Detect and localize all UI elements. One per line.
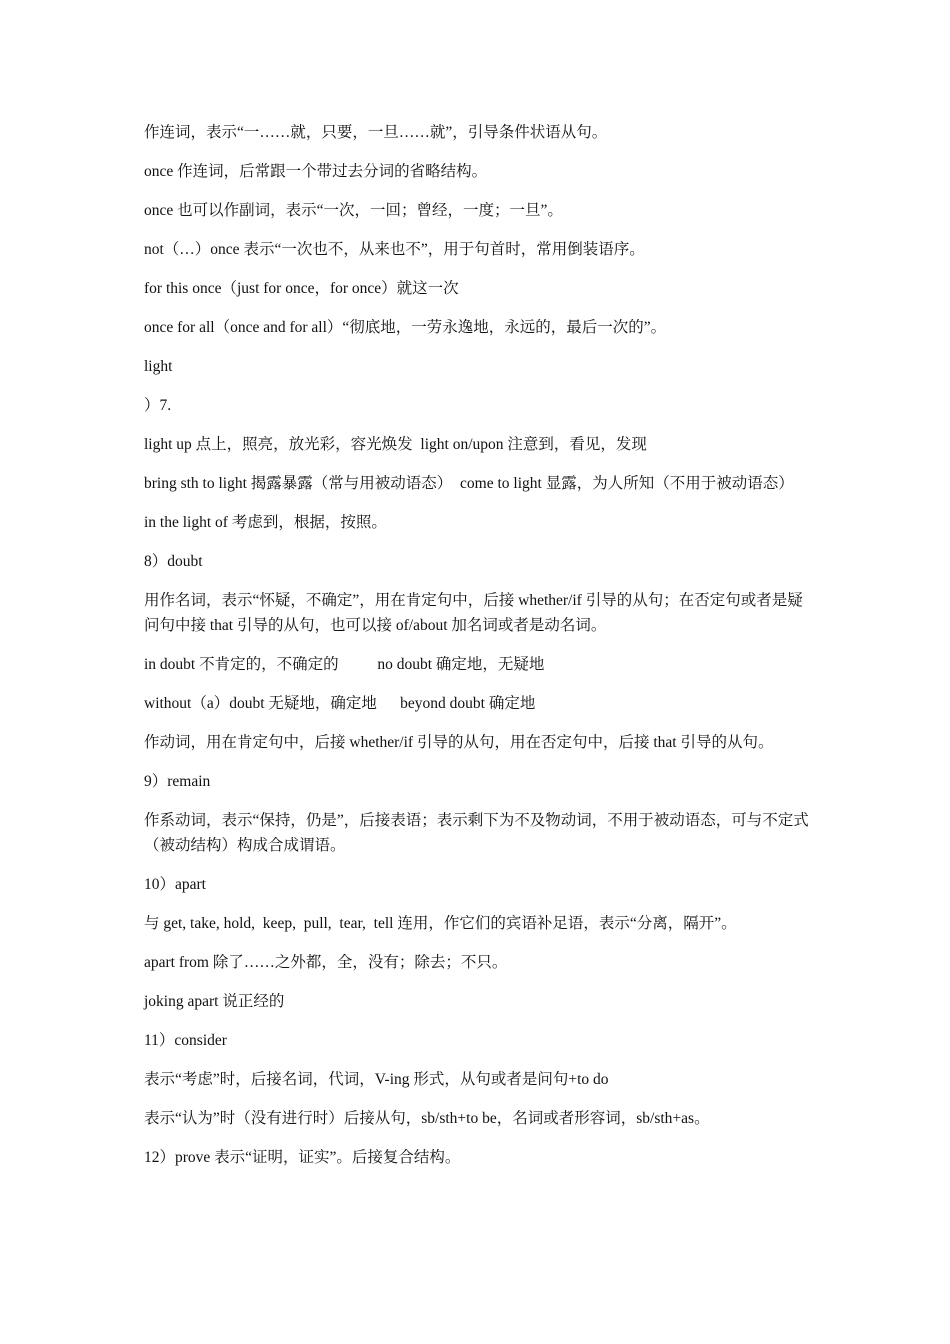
section-heading: 9）remain xyxy=(144,773,211,790)
paragraph: 与 get, take, hold, keep, pull, tear, tell 连用，作它们的宾语补足语，表示“分离，隔开”。 xyxy=(144,915,737,932)
section-heading: 11）consider xyxy=(144,1032,227,1049)
paragraph: 表示“认为”时（没有进行时）后接从句，sb/sth+to be，名词或者形容词，sb/sth+as。 xyxy=(144,1110,710,1127)
paragraph: once for all（once and for all）“彻底地，一劳永逸地，永远的，最后一次的”。 xyxy=(144,319,667,336)
paragraph: light up 点上，照亮，放光彩，容光焕发 light on/upon 注意到，看见，发现 xyxy=(144,436,647,453)
paragraph: in doubt 不肯定的，不确定的 no doubt 确定地，无疑地 xyxy=(144,656,545,673)
paragraph: 作连词，表示“一……就，只要，一旦……就”，引导条件状语从句。 xyxy=(144,124,608,141)
paragraph: for this once（just for once，for once）就这一次 xyxy=(144,280,459,297)
paragraph: apart from 除了……之外都，全，没有；除去；不只。 xyxy=(144,954,508,971)
section-heading: 10）apart xyxy=(144,876,206,893)
paragraph: 用作名词，表示“怀疑，不确定”，用在肯定句中，后接 whether/if 引导的从句；在否定句或者是疑问句中接 that 引导的从句，也可以接 of/about 加名词或者是动名词。 xyxy=(144,592,803,634)
paragraph: not（…）once 表示“一次也不，从来也不”，用于句首时，常用倒装语序。 xyxy=(144,241,645,258)
paragraph: 表示“考虑”时，后接名词，代词，V-ing 形式，从句或者是问句+to do xyxy=(144,1071,609,1088)
paragraph: joking apart 说正经的 xyxy=(144,993,285,1010)
document-body xyxy=(144,120,809,1184)
paragraph: once 作连词，后常跟一个带过去分词的省略结构。 xyxy=(144,163,488,180)
paragraph: ）7. xyxy=(144,397,172,414)
paragraph: 作动词，用在肯定句中，后接 whether/if 引导的从句，用在否定句中，后接 that 引导的从句。 xyxy=(144,734,774,751)
paragraph: once 也可以作副词，表示“一次，一回；曾经，一度；一旦”。 xyxy=(144,202,563,219)
paragraph: light xyxy=(144,358,173,375)
section-heading: 8）doubt xyxy=(144,553,203,570)
paragraph: without（a）doubt 无疑地，确定地 beyond doubt 确定地 xyxy=(144,695,536,712)
paragraph: bring sth to light 揭露暴露（常与用被动语态） come to light 显露，为人所知（不用于被动语态） xyxy=(144,475,794,492)
section-heading: 12）prove 表示“证明，证实”。后接复合结构。 xyxy=(144,1149,461,1166)
paragraph: 作系动词，表示“保持，仍是”，后接表语；表示剩下为不及物动词，不用于被动语态，可与不定式（被动结构）构成合成谓语。 xyxy=(144,812,809,854)
paragraph: in the light of 考虑到，根据，按照。 xyxy=(144,514,387,531)
